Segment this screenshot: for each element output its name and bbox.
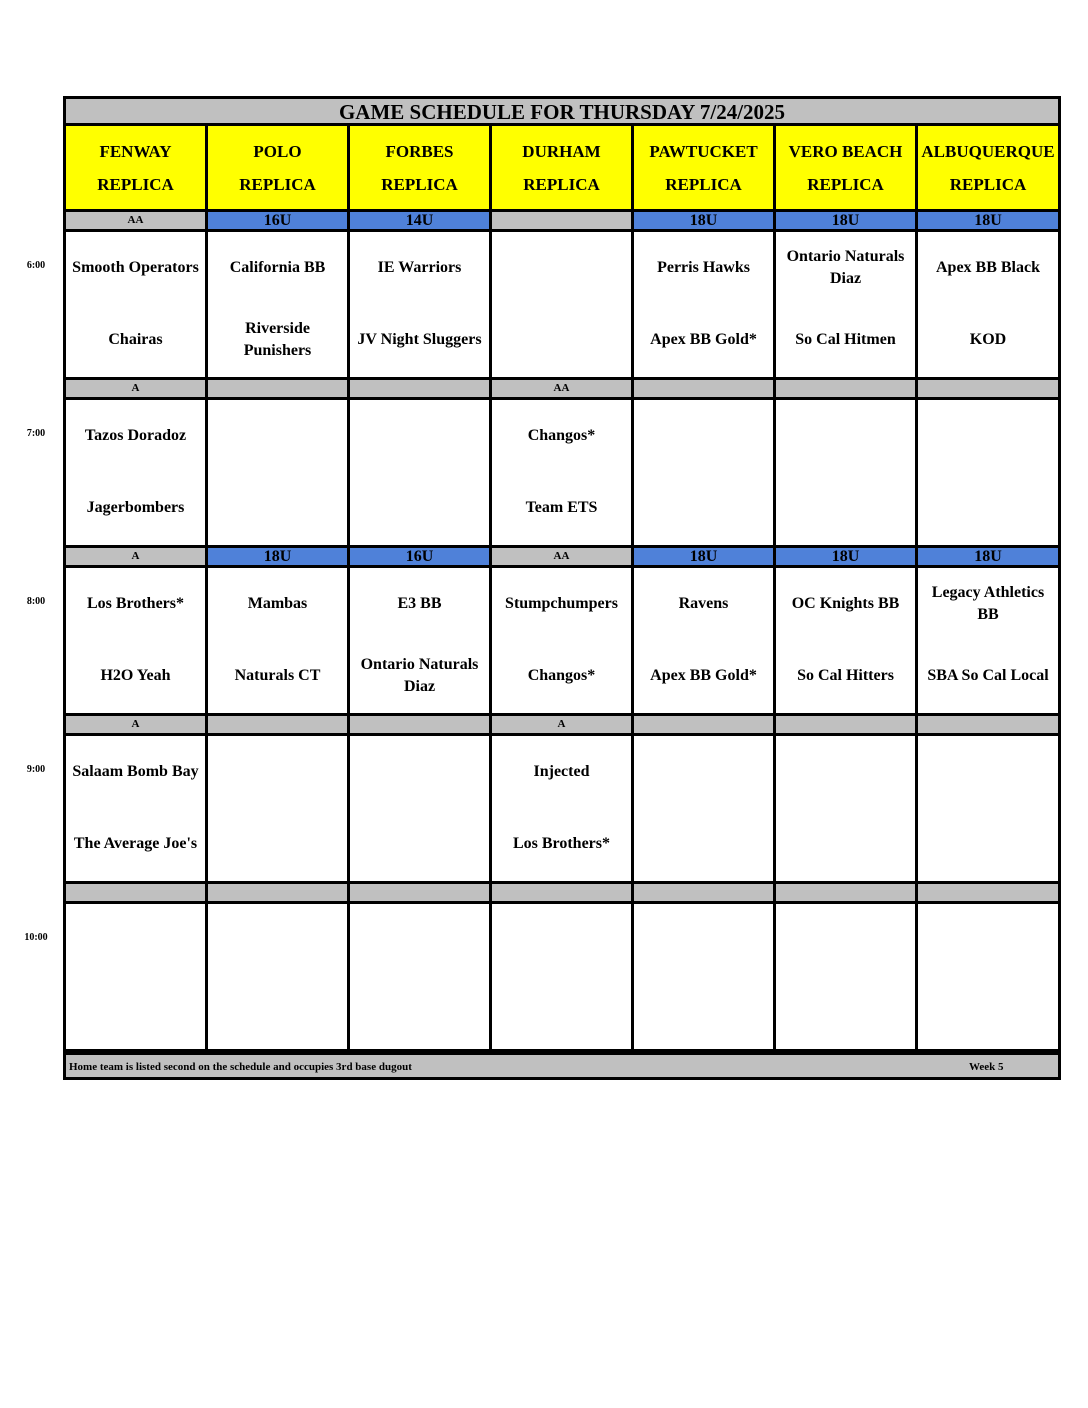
division-label <box>776 716 918 736</box>
game-cell <box>918 232 1058 380</box>
field-sub: REPLICA <box>523 174 600 194</box>
away-team: Tazos Doradoz <box>84 427 187 444</box>
schedule-sheet <box>63 96 1061 1080</box>
field-name: VERO BEACH <box>788 141 903 161</box>
game-cell <box>492 232 634 380</box>
away-team <box>208 904 347 976</box>
home-team: Apex BB Gold* <box>650 667 757 684</box>
field-sub: REPLICA <box>949 174 1027 194</box>
division-label <box>918 884 1058 904</box>
home-team <box>634 472 773 544</box>
division-label <box>208 380 350 400</box>
game-cell <box>776 736 918 884</box>
away-team <box>918 400 1058 472</box>
division-label: A <box>66 548 208 568</box>
home-team <box>208 976 347 1048</box>
field-header <box>492 126 634 212</box>
away-team <box>918 736 1058 808</box>
game-cell <box>66 736 208 884</box>
game-cell <box>208 400 350 548</box>
home-team: So Cal Hitters <box>797 667 894 684</box>
field-sub: REPLICA <box>97 174 174 194</box>
away-team <box>492 232 631 304</box>
division-label: A <box>66 380 208 400</box>
field-sub: REPLICA <box>239 174 316 194</box>
home-team <box>492 976 631 1048</box>
home-team <box>918 808 1058 880</box>
away-team: IE Warriors <box>377 259 462 276</box>
game-cell <box>350 232 492 380</box>
division-label <box>776 884 918 904</box>
field-name: ALBUQUERQUE <box>921 141 1055 161</box>
footer-bar <box>66 1052 1058 1077</box>
field-name: DURHAM <box>522 141 601 161</box>
home-team <box>350 808 489 880</box>
away-team <box>208 400 347 472</box>
home-team: KOD <box>969 331 1007 348</box>
game-cell <box>776 400 918 548</box>
game-cell <box>634 904 776 1052</box>
away-team: Ravens <box>678 595 729 612</box>
home-team: JV Night Sluggers <box>357 331 482 348</box>
home-team: Apex BB Gold* <box>650 331 757 348</box>
game-cell <box>208 232 350 380</box>
home-team: The Average Joe's <box>73 835 198 852</box>
home-team <box>208 808 347 880</box>
game-cell <box>350 904 492 1052</box>
division-label <box>66 884 208 904</box>
division-label: AA <box>492 380 634 400</box>
game-cell <box>776 904 918 1052</box>
game-cell <box>634 400 776 548</box>
division-label <box>634 884 776 904</box>
game-cell <box>776 232 918 380</box>
away-team <box>66 904 205 976</box>
home-team <box>918 976 1058 1048</box>
time-label: 7:00 <box>26 428 46 439</box>
home-team: Riverside Punishers <box>243 320 312 359</box>
game-cell <box>918 904 1058 1052</box>
division-label <box>350 884 492 904</box>
home-team <box>776 976 915 1048</box>
division-label: AA <box>492 548 634 568</box>
away-team: E3 BB <box>397 595 442 612</box>
division-label: A <box>492 716 634 736</box>
game-cell <box>492 568 634 716</box>
field-sub: REPLICA <box>381 174 458 194</box>
time-label: 9:00 <box>26 764 46 775</box>
division-label <box>918 716 1058 736</box>
division-label: 18U <box>776 548 918 568</box>
away-team <box>634 400 773 472</box>
home-team: So Cal Hitmen <box>795 331 896 348</box>
away-team <box>634 904 773 976</box>
away-team <box>634 736 773 808</box>
division-label <box>918 380 1058 400</box>
division-label <box>776 380 918 400</box>
away-team <box>776 400 915 472</box>
division-label <box>634 716 776 736</box>
field-header <box>66 126 208 212</box>
division-label <box>208 884 350 904</box>
game-cell <box>350 568 492 716</box>
away-team <box>776 904 915 976</box>
time-label: 10:00 <box>24 932 48 943</box>
game-cell <box>350 736 492 884</box>
game-cell <box>66 400 208 548</box>
home-team <box>776 472 915 544</box>
field-header <box>634 126 776 212</box>
field-header <box>918 126 1058 212</box>
game-cell <box>634 232 776 380</box>
home-team <box>634 976 773 1048</box>
away-team: Apex BB Black <box>935 259 1040 276</box>
away-team <box>918 904 1058 976</box>
field-header <box>208 126 350 212</box>
division-label: 18U <box>918 212 1058 232</box>
home-team: Los Brothers* <box>512 835 611 852</box>
home-team: Ontario Naturals Diaz <box>360 656 479 695</box>
division-label <box>350 716 492 736</box>
home-team <box>492 304 631 376</box>
division-label: 16U <box>350 548 492 568</box>
game-cell <box>492 400 634 548</box>
game-cell <box>634 736 776 884</box>
game-cell <box>350 400 492 548</box>
home-team: Changos* <box>527 667 596 684</box>
division-label <box>634 380 776 400</box>
game-cell <box>634 568 776 716</box>
division-label <box>492 884 634 904</box>
home-team <box>776 808 915 880</box>
division-label: AA <box>66 212 208 232</box>
away-team <box>208 736 347 808</box>
away-team <box>776 736 915 808</box>
field-name: PAWTUCKET <box>649 141 758 161</box>
away-team: Changos* <box>527 427 596 444</box>
away-team: OC Knights BB <box>791 595 900 612</box>
field-header <box>776 126 918 212</box>
game-cell <box>208 736 350 884</box>
home-team <box>918 472 1058 544</box>
field-sub: REPLICA <box>665 174 742 194</box>
home-team: Chairas <box>108 331 163 348</box>
home-team: Jagerbombers <box>86 499 185 516</box>
game-cell <box>918 568 1058 716</box>
home-team: Naturals CT <box>234 667 321 684</box>
game-cell <box>776 568 918 716</box>
field-header <box>350 126 492 212</box>
division-label <box>492 212 634 232</box>
away-team: Los Brothers* <box>86 595 185 612</box>
home-team <box>66 976 205 1048</box>
game-cell <box>918 400 1058 548</box>
away-team: Mambas <box>247 595 308 612</box>
away-team: Injected <box>533 763 590 780</box>
division-label <box>350 380 492 400</box>
away-team <box>350 736 489 808</box>
away-team: Smooth Operators <box>72 259 199 276</box>
away-team: Salaam Bomb Bay <box>72 763 199 780</box>
game-cell <box>66 232 208 380</box>
game-cell <box>208 568 350 716</box>
time-label: 6:00 <box>26 260 46 271</box>
division-label: 18U <box>918 548 1058 568</box>
field-name: POLO <box>253 141 302 161</box>
division-label: A <box>66 716 208 736</box>
field-name: FENWAY <box>99 141 172 161</box>
division-label: 18U <box>634 548 776 568</box>
field-sub: REPLICA <box>807 174 884 194</box>
home-team: Team ETS <box>525 499 598 516</box>
page-title: GAME SCHEDULE FOR THURSDAY 7/24/2025 <box>66 99 1058 126</box>
away-team <box>350 400 489 472</box>
division-label: 18U <box>776 212 918 232</box>
game-cell <box>492 736 634 884</box>
game-cell <box>208 904 350 1052</box>
home-team: H2O Yeah <box>100 667 171 684</box>
home-team <box>350 976 489 1048</box>
away-team: Legacy Athletics BB <box>931 584 1045 623</box>
game-cell <box>918 736 1058 884</box>
home-team <box>350 472 489 544</box>
away-team: Ontario Naturals Diaz <box>786 248 905 287</box>
home-team: SBA So Cal Local <box>927 667 1049 684</box>
division-label: 14U <box>350 212 492 232</box>
field-name: FORBES <box>385 141 454 161</box>
division-label <box>208 716 350 736</box>
game-cell <box>66 568 208 716</box>
division-label: 18U <box>208 548 350 568</box>
division-label: 16U <box>208 212 350 232</box>
away-team <box>492 904 631 976</box>
time-label: 8:00 <box>26 596 46 607</box>
game-cell <box>66 904 208 1052</box>
home-team <box>208 472 347 544</box>
week-label: Week 5 <box>969 1061 1004 1073</box>
home-team <box>634 808 773 880</box>
away-team <box>350 904 489 976</box>
away-team: Perris Hawks <box>657 259 750 276</box>
away-team: California BB <box>229 259 326 276</box>
game-cell <box>492 904 634 1052</box>
division-label: 18U <box>634 212 776 232</box>
footer-note: Home team is listed second on the schedule and occupies 3rd base dugout <box>69 1061 412 1073</box>
away-team: Stumpchumpers <box>505 595 618 612</box>
